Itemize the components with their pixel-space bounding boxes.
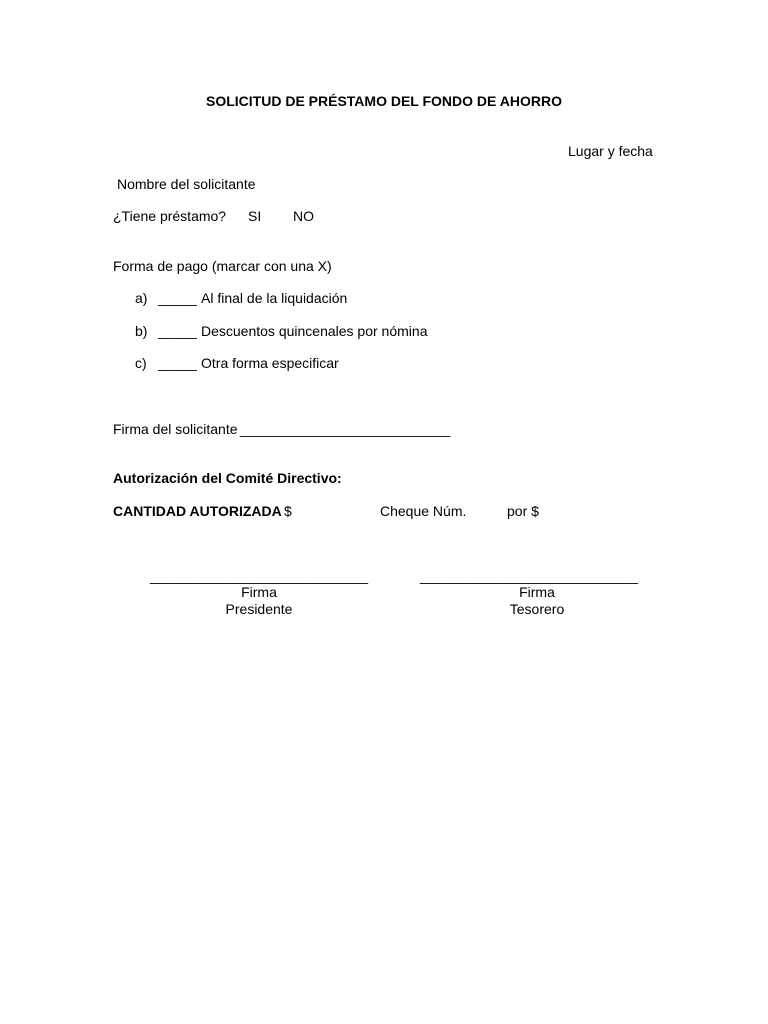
cheque-amount-label: por $ <box>507 503 539 519</box>
signature-line: ____________________________ <box>149 568 368 584</box>
payment-option-marker: c) <box>135 355 147 371</box>
payment-option-blank: _____ <box>158 290 197 306</box>
signature-label: Firma <box>241 584 277 600</box>
cheque-number-label: Cheque Núm. <box>380 503 467 519</box>
authorization-heading: Autorización del Comité Directivo: <box>113 470 342 486</box>
payment-option-blank: _____ <box>158 323 197 339</box>
has-loan-question: ¿Tiene préstamo? <box>113 208 227 224</box>
document-title: SOLICITUD DE PRÉSTAMO DEL FONDO DE AHORRO <box>206 93 562 109</box>
signature-label: Firma <box>519 584 555 600</box>
payment-option-text: Descuentos quincenales por nómina <box>201 323 428 339</box>
authorized-amount-symbol: $ <box>284 503 292 519</box>
applicant-name-label: Nombre del solicitante <box>117 176 256 192</box>
applicant-signature-label: Firma del solicitante <box>113 421 238 437</box>
payment-option-text: Otra forma especificar <box>201 355 339 371</box>
applicant-signature-line: ___________________________ <box>240 421 451 437</box>
signature-line: ____________________________ <box>419 568 638 584</box>
payment-option-blank: _____ <box>158 355 197 371</box>
payment-option-text: Al final de la liquidación <box>201 290 348 306</box>
place-date-label: Lugar y fecha <box>568 143 653 159</box>
has-loan-yes: SI <box>248 208 262 224</box>
payment-heading: Forma de pago (marcar con una X) <box>113 258 332 274</box>
signature-role: Presidente <box>225 601 293 617</box>
signature-role: Tesorero <box>509 601 565 617</box>
payment-option-marker: b) <box>135 323 148 339</box>
payment-option-marker: a) <box>135 290 148 306</box>
has-loan-no: NO <box>293 208 314 224</box>
authorized-amount-label: CANTIDAD AUTORIZADA <box>113 503 282 519</box>
